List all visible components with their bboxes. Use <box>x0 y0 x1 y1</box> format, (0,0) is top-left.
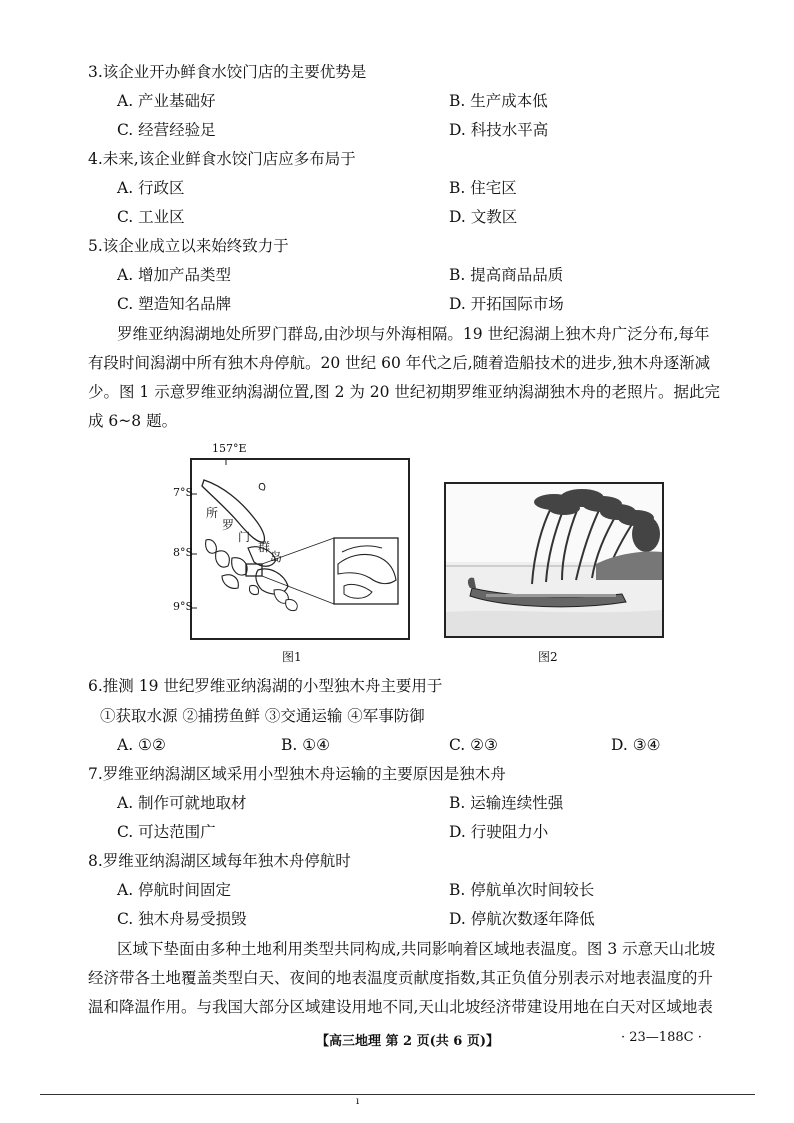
q5-option-a: A. 增加产品类型 <box>117 266 232 284</box>
q3-option-c: C. 经营经验足 <box>117 121 216 139</box>
island-new-georgia <box>232 558 247 575</box>
island-small-7 <box>286 600 298 611</box>
map-label-men: 门 <box>238 530 251 544</box>
map-drawing <box>192 460 408 638</box>
q7-option-a: A. 制作可就地取材 <box>117 794 247 812</box>
passage1-line2: 有段时间潟湖中所有独木舟停航。20 世纪 60 年代之后,随着造船技术的进步,独木舟逐渐减 <box>88 354 711 372</box>
q6-option-d: D. ③④ <box>611 736 661 754</box>
figure1-map <box>190 458 410 640</box>
q5-option-b: B. 提高商品品质 <box>449 266 564 284</box>
q4-option-a: A. 行政区 <box>117 179 185 197</box>
map-label-suo: 所 <box>206 506 219 520</box>
q3-stem: 3.该企业开办鲜食水饺门店的主要优势是 <box>88 63 367 81</box>
bottom-rule <box>40 1094 755 1095</box>
q8-option-b: B. 停航单次时间较长 <box>449 881 595 899</box>
figure2-photo <box>444 482 664 638</box>
q5-option-d: D. 开拓国际市场 <box>449 295 564 313</box>
q3-option-d: D. 科技水平高 <box>449 121 549 139</box>
q8-stem: 8.罗维亚纳潟湖区域每年独木舟停航时 <box>88 852 351 870</box>
footer-page-info: 【高三地理 第 2 页(共 6 页)】 <box>316 1034 500 1049</box>
q6-items: ①获取水源 ②捕捞鱼鲜 ③交通运输 ④军事防御 <box>100 707 425 725</box>
beach <box>446 610 662 636</box>
q4-option-b: B. 住宅区 <box>449 179 517 197</box>
q5-option-c: C. 塑造知名品牌 <box>117 295 232 313</box>
figure2-caption: 图2 <box>538 650 558 664</box>
q8-option-c: C. 独木舟易受损毁 <box>117 910 247 928</box>
passage1-line4: 成 6~8 题。 <box>88 412 178 430</box>
q4-option-c: C. 工业区 <box>117 208 185 226</box>
map-lon-label: 157°E <box>212 442 247 455</box>
passage1-line3: 少。图 1 示意罗维亚纳潟湖位置,图 2 为 20 世纪初期罗维亚纳潟湖独木舟的老照片。据此完 <box>88 383 720 401</box>
island-small-3 <box>216 551 230 567</box>
q6-option-b: B. ①④ <box>281 736 331 754</box>
passage2-line3: 温和降温作用。与我国大部分区域建设用地不同,天山北坡经济带建设用地在白天对区域地表 <box>88 998 713 1016</box>
islet <box>259 483 265 490</box>
q6-option-c: C. ②③ <box>449 736 498 754</box>
footer-code: · 23—188C · <box>621 1030 702 1045</box>
q8-option-d: D. 停航次数逐年降低 <box>449 910 595 928</box>
passage2-line1: 区域下垫面由多种土地利用类型共同构成,共同影响着区域地表温度。图 3 示意天山北坡 <box>117 940 716 958</box>
island-small-2 <box>206 540 217 554</box>
map-lat-7s: 7°S <box>173 486 194 499</box>
q5-stem: 5.该企业成立以来始终致力于 <box>88 237 289 255</box>
q4-option-d: D. 文教区 <box>449 208 518 226</box>
q3-option-a: A. 产业基础好 <box>117 92 216 110</box>
q4-stem: 4.未来,该企业鲜食水饺门店应多布局于 <box>88 150 356 168</box>
photo-drawing <box>446 484 662 636</box>
q6-option-a: A. ①② <box>117 736 166 754</box>
island-small-4 <box>222 575 238 589</box>
figure1-caption: 图1 <box>282 650 302 664</box>
map-lat-8s: 8°S <box>173 546 194 559</box>
map-label-dao: 岛 <box>270 550 283 564</box>
q6-stem: 6.推测 19 世纪罗维亚纳潟湖的小型独木舟主要用于 <box>88 677 443 695</box>
q7-stem: 7.罗维亚纳潟湖区域采用小型独木舟运输的主要原因是独木舟 <box>88 765 506 783</box>
bottom-mark: ı <box>356 1096 360 1107</box>
q8-option-a: A. 停航时间固定 <box>117 881 232 899</box>
passage1-line1: 罗维亚纳潟湖地处所罗门群岛,由沙坝与外海相隔。19 世纪潟湖上独木舟广泛分布,每年 <box>117 325 710 343</box>
island-small-6 <box>249 585 258 594</box>
map-label-qun: 群 <box>258 540 271 554</box>
passage2-line2: 经济带各土地覆盖类型白天、夜间的地表温度贡献度指数,其正负值分别表示对地表温度的升 <box>88 969 713 987</box>
q7-option-d: D. 行驶阻力小 <box>449 823 549 841</box>
map-lat-9s: 9°S <box>173 600 194 613</box>
q7-option-c: C. 可达范围广 <box>117 823 216 841</box>
q7-option-b: B. 运输连续性强 <box>449 794 564 812</box>
q3-option-b: B. 生产成本低 <box>449 92 548 110</box>
map-label-luo: 罗 <box>222 518 235 532</box>
